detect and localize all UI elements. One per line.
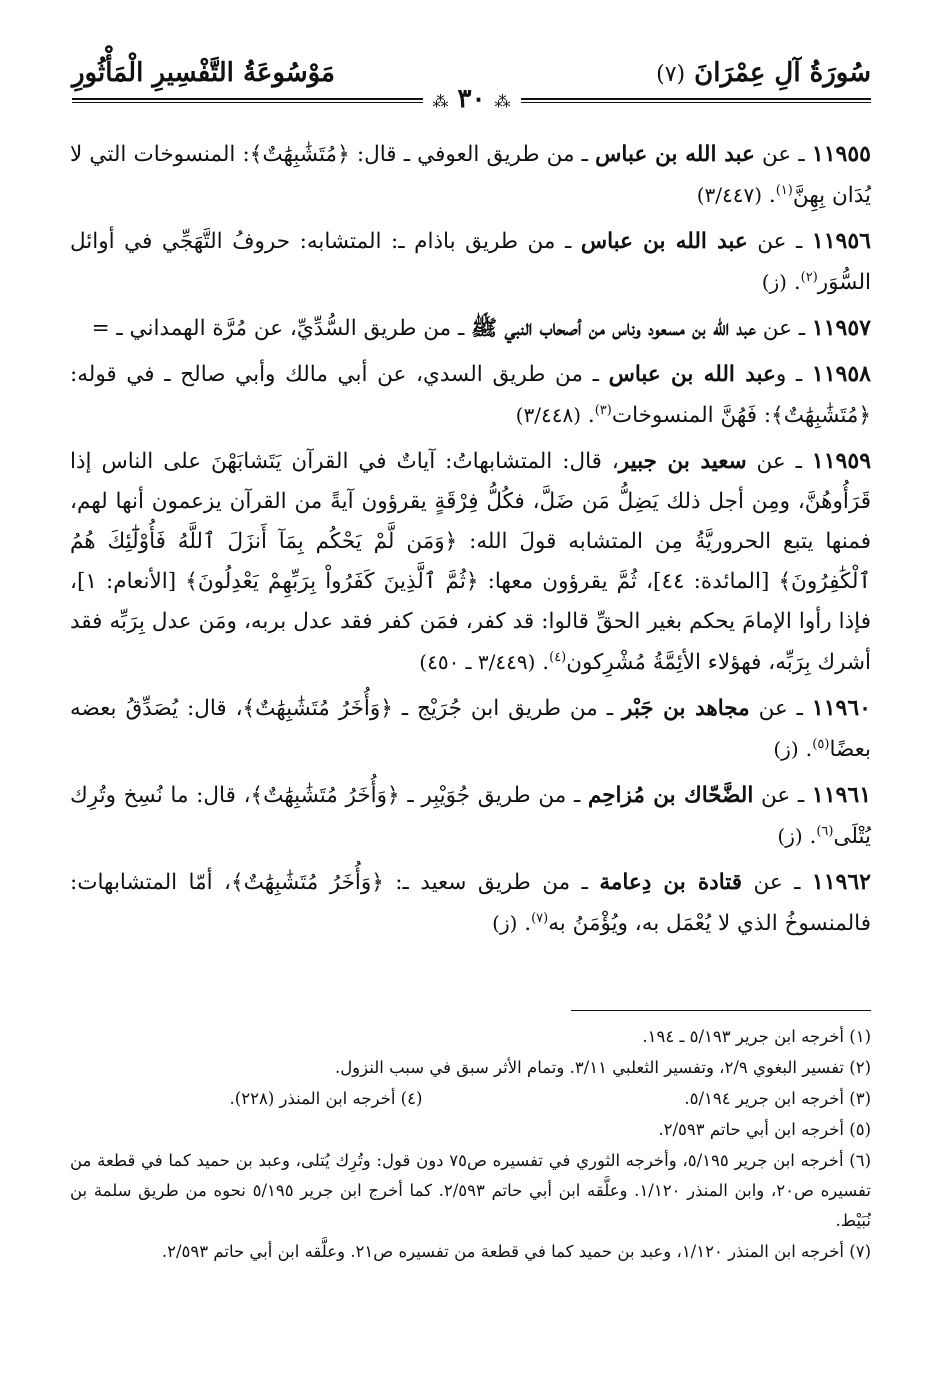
narrator-name: عبد الله بن عباس (595, 142, 755, 167)
footnote-marker[interactable]: (٣) (594, 402, 612, 418)
entry-text: ـ عن (755, 316, 812, 341)
entry-11962 (70, 862, 871, 944)
volume-reference: (ز) (773, 737, 799, 761)
narrator-name: قتادة بن دِعامة (599, 870, 743, 895)
entry-11955 (70, 134, 871, 216)
entry-text: ـ عن (742, 870, 812, 895)
ornament-icon: ⁂ (432, 92, 449, 111)
volume-reference: (٣/٤٤٩ ـ ٤٥٠) (419, 650, 536, 674)
footnote-marker[interactable]: (٧) (531, 910, 549, 926)
entry-11957 (70, 308, 871, 349)
entry-text: . (535, 650, 550, 675)
narrator-name: عبد الله بن مسعود وناس من أصحاب النبي ﷺ (471, 316, 756, 341)
narrator-name: سعيد بن جبير (618, 449, 747, 474)
footnote-6: (٦) أخرجه ابن جرير ٥/١٩٥، وأخرجه الثوري في تفسيره ص٧٥ دون قول: وتُرِك يُتلى، وعبد بن حميد كما في قطعة من تفسيره ص٢٠، وابن المنذر ١/١٢٠. وعلَّقه ابن أبي حاتم ٢/٥٩٣. كما أخرج ابن جرير ٥/١٩٥ نحوه من طريق سلمة بن نُبَيْط. (70, 1151, 871, 1230)
footnote-separator (571, 1010, 871, 1011)
entry-text: ـ عن (746, 449, 812, 474)
volume-reference: (ز) (492, 911, 518, 935)
narrator-name: مجاهد بن جَبْر (621, 696, 750, 721)
main-text (70, 134, 871, 949)
page-number-block (422, 84, 520, 114)
entry-text: ـ من طريق السدي، عن أبي مالك وأبي صالح ـ في قوله: ﴿مُتَشَٰبِهَٰتٌ﴾: فَهُنَّ المنسوخات (70, 362, 871, 428)
narrator-name: الضَّحّاك بن مُزاحِم (587, 783, 754, 808)
entry-number: ١١٩٥٦ (811, 228, 871, 254)
footnote-4: (٤) أخرجه ابن المنذر (٢٢٨). (229, 1089, 423, 1108)
entry-text: . (762, 183, 776, 208)
ornament-icon: ⁂ (494, 92, 511, 111)
entry-number: ١١٩٦٢ (811, 869, 871, 895)
entry-11960 (70, 688, 871, 770)
entry-text: . (786, 270, 801, 295)
entry-text: ـ و (775, 362, 812, 387)
book-title: مَوْسُوعَةُ التَّفْسِيرِ الْمَأْثُورِ (72, 58, 335, 88)
entry-text: ـ عن (754, 142, 812, 167)
entry-11956 (70, 221, 871, 303)
page-number: ٣٠ (457, 84, 486, 114)
entry-11959 (70, 441, 871, 683)
footnote-2: (٢) تفسير البغوي ٢/٩، وتفسير الثعلبي ٣/١١. وتمام الأثر سبق في سبب النزول. (334, 1058, 871, 1077)
entry-text: . (802, 824, 817, 849)
running-header (72, 52, 871, 112)
entry-text: ـ من طريق سعيد ـ: ﴿وَأُخَرُ مُتَشَٰبِهَٰتٌ﴾، أمّا المتشابهات: فالمنسوخُ الذي لا يُعْمَل به، ويُؤْمَنُ به (70, 870, 871, 936)
footnotes (70, 1022, 871, 1268)
narrator-name: عبد الله بن عباس (608, 362, 776, 387)
entry-text: . (517, 911, 532, 936)
entry-number: ١١٩٦١ (811, 782, 872, 808)
footnote-5: (٥) أخرجه ابن أبي حاتم ٢/٥٩٣. (658, 1120, 871, 1139)
footnote-marker[interactable]: (٥) (812, 736, 830, 752)
footnote-1: (١) أخرجه ابن جرير ٥/١٩٣ ـ ١٩٤. (642, 1027, 871, 1046)
entry-text: ـ من طريق السُّدِّيِّ، عن مُرَّة الهمداني ـ = (91, 316, 472, 341)
entry-text: ـ عن (749, 696, 812, 721)
entry-text: . (581, 403, 595, 428)
entry-number: ١١٩٥٩ (811, 448, 872, 474)
entry-number: ١١٩٥٥ (811, 141, 871, 167)
surah-name: سُورَةُ آلِ عِمْرَانَ (694, 58, 871, 88)
volume-reference: (٣/٤٤٧) (696, 183, 763, 207)
footnote-row-3-4 (70, 1084, 871, 1114)
entry-text: ـ عن (747, 229, 812, 254)
narrator-name: عبد الله بن عباس (580, 229, 748, 254)
entry-number: ١١٩٥٧ (811, 315, 871, 341)
footnote-marker[interactable]: (٢) (800, 269, 818, 285)
entry-text: . (798, 737, 813, 762)
entry-11958 (70, 354, 871, 436)
volume-reference: (٣/٤٤٨) (515, 403, 582, 427)
footnote-marker[interactable]: (٦) (816, 823, 834, 839)
entry-text: ـ من طريق العوفي ـ قال: ﴿مُتَشَٰبِهَٰتٌ﴾: المنسوخات التي لا يُدَان بِهِنَّ (70, 142, 871, 208)
volume-reference: (ز) (777, 824, 803, 848)
surah-heading (656, 58, 871, 88)
entry-text: ـ من طريق ابن جُرَيْج ـ ﴿وَأُخَرُ مُتَشَٰبِهَٰتٌ﴾، قال: يُصَدِّقُ بعضه بعضًا (70, 696, 871, 762)
volume-reference: (ز) (761, 270, 787, 294)
entry-number: ١١٩٥٨ (811, 361, 871, 387)
entry-text: ـ من طريق باذام ـ: المتشابه: حروفُ التَّهَجِّي في أوائل السُّوَر (70, 229, 871, 295)
footnote-marker[interactable]: (١) (775, 182, 793, 198)
entry-text: ، قال: المتشابهاتُ: آياتٌ في القرآن يَتَشابَهْنَ على الناس إذا قَرَأُوهُنَّ، ومِن أجل ذلك يَضِلُّ مَن ضَلَّ، فكُلُّ فِرْقَةٍ يقرؤون آيةً من القرآن يزعمون أنها لهم، فمنها يتبع الحروريَّةُ مِن المتشابه قولَ الله: ﴿وَمَن لَّمْ يَحْكُم بِمَآ أَنزَلَ ٱللَّهُ فَأُوْلَٰٓئِكَ هُمُ ٱلْكَٰفِرُونَ﴾ [المائدة: ٤٤]، ثُمَّ يقرؤون معها: ﴿ثُمَّ ٱلَّذِينَ كَفَرُواْ بِرَبِّهِمْ يَعْدِلُونَ﴾ [الأنعام: ١]، فإذا رأوا الإمامَ يحكم بغير الحقِّ قالوا: قد كفر، فمَن كفر فقد عدل بربه، ومَن عدل بِرَبِّه فقد أشرك بِرَبِّه، فهؤلاء الأئِمَّةُ مُشْرِكون (70, 449, 871, 675)
footnote-3: (٣) أخرجه ابن جرير ٥/١٩٤. (684, 1089, 871, 1108)
entry-text: ـ من طريق جُوَيْبِر ـ ﴿وَأُخَرُ مُتَشَٰبِهَٰتٌ﴾، قال: ما نُسِخ وتُرِك يُتْلَى (70, 783, 871, 849)
entry-11961 (70, 775, 871, 857)
entry-text: ـ عن (753, 783, 812, 808)
footnote-7: (٧) أخرجه ابن المنذر ١/١٢٠، وعبد بن حميد كما في قطعة من تفسيره ص٢١. وعلَّقه ابن أبي حاتم ٢/٥٩٣. (161, 1242, 871, 1261)
entry-number: ١١٩٦٠ (811, 695, 871, 721)
footnote-marker[interactable]: (٤) (549, 649, 567, 665)
surah-number: (٧) (656, 62, 686, 87)
